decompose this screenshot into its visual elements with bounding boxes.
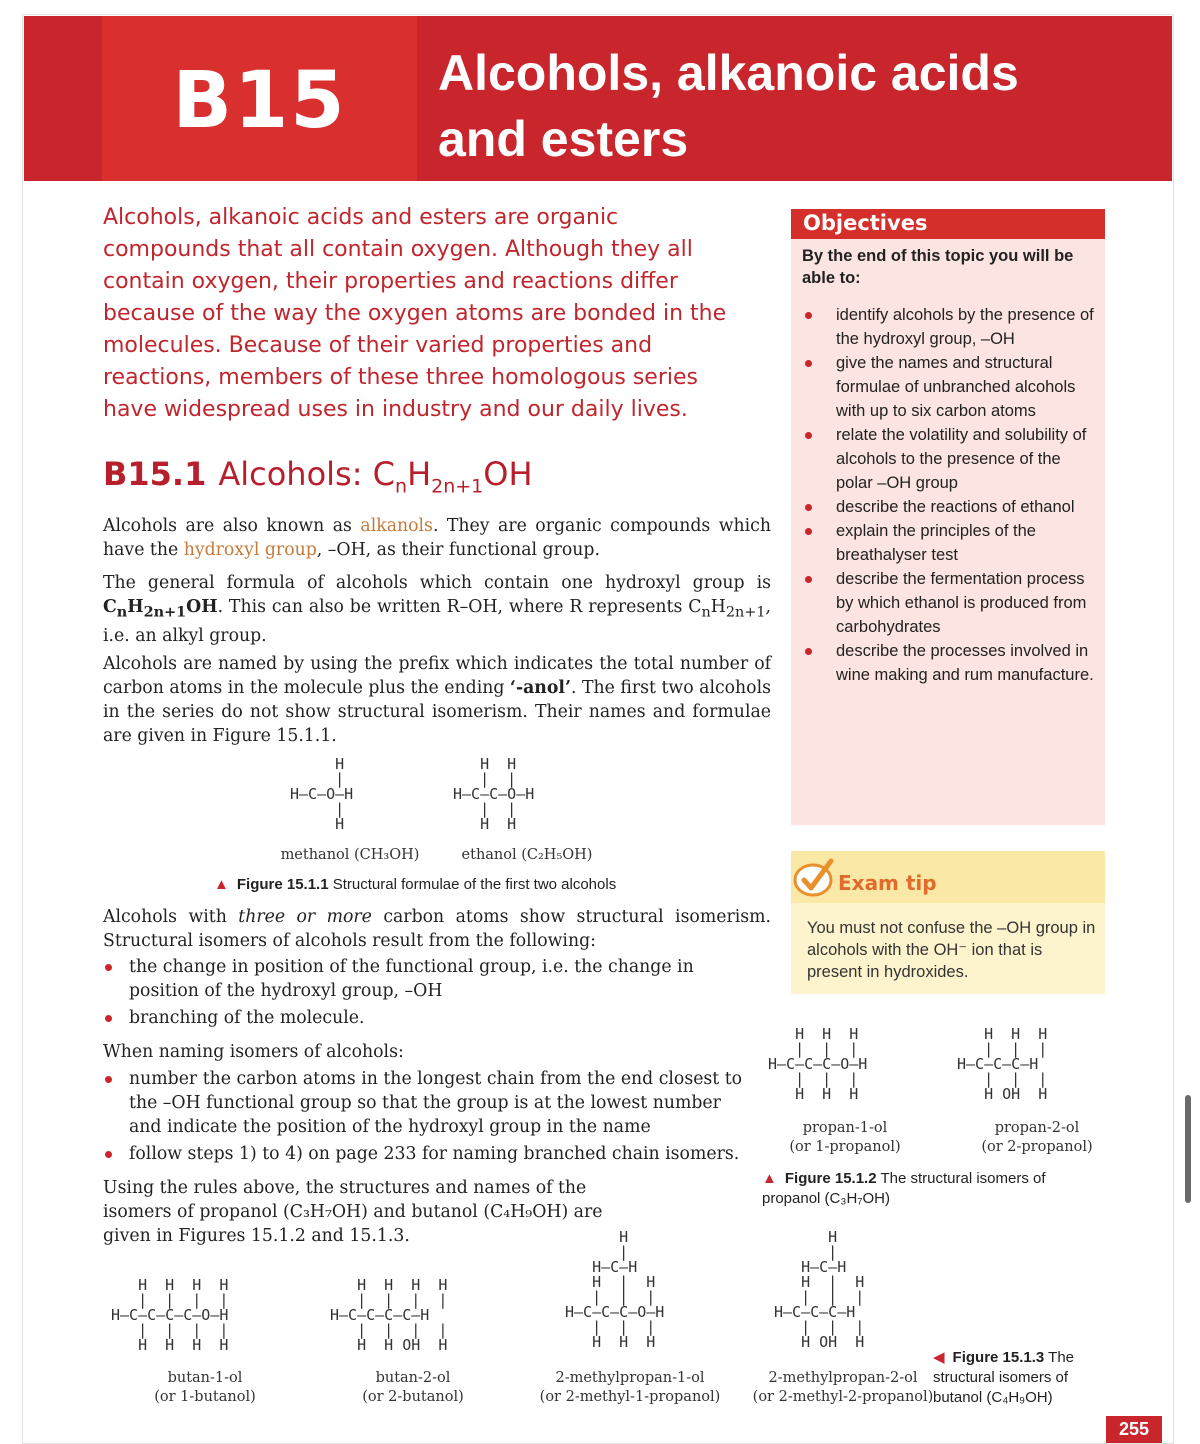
list-item: describe the processes involved in wine making and rum manufacture. bbox=[803, 639, 1098, 687]
objectives-list bbox=[803, 303, 1098, 687]
2-methylpropan-1-ol-label: 2-methylpropan-1-ol (or 2-methyl-1-propanol) bbox=[539, 1370, 721, 1405]
2-methylpropan-1-ol-structure: H | H—C—H H | H | | | H—C—C—C—O—H | | | H H H bbox=[565, 1228, 665, 1351]
paragraph-naming: Alcohols are named by using the prefix which indicates the total number of carbon atoms in the molecule plus the ending ‘-anol’. The first two alcohols in the series do not show structural isomerism. Their names and formulae are given in Figure 15.1.1. bbox=[103, 654, 771, 746]
objectives-header: Objectives bbox=[791, 209, 1105, 239]
list-item: identify alcohols by the presence of the hydroxyl group, –OH bbox=[803, 303, 1098, 351]
objectives-intro: By the end of this topic you will be able to: bbox=[802, 247, 1074, 287]
methanol-structure: H | H—C—O—H | H bbox=[290, 755, 354, 833]
caption-triangle-icon: ▲ bbox=[762, 1170, 777, 1187]
propan-2-ol-structure: H H H | | | H—C—C—C—H | | | H OH H bbox=[957, 1025, 1048, 1103]
exam-tip-header bbox=[791, 851, 1105, 903]
propan-1-ol-label: propan-1-ol (or 1-propanol) bbox=[789, 1120, 901, 1155]
page-number: 255 bbox=[1106, 1416, 1162, 1443]
figure-15-1-1-caption: ▲ Figure 15.1.1 Structural formulae of the first two alcohols bbox=[214, 876, 617, 893]
paragraph-general-formula: The general formula of alcohols which contain one hydroxyl group is $C_nH_{2n+1}OH$. This can also be written R–OH, where R represents $C_nH_{2n+1}$, i.e. an alkyl group. bbox=[103, 573, 771, 647]
figure-15-1-3-caption: ◀ Figure 15.1.3 The structural isomers of butanol (C₄H₉OH) bbox=[933, 1349, 1075, 1406]
key-term-alkanols: alkanols bbox=[360, 516, 433, 536]
butan-1-ol-label: butan-1-ol (or 1-butanol) bbox=[154, 1370, 256, 1405]
chapter-code: B15 bbox=[172, 56, 347, 146]
butan-2-ol-structure: H H H H | | | | H—C—C—C—C—H | | | | H H OH H bbox=[330, 1276, 448, 1354]
naming-rules-list bbox=[103, 1067, 743, 1169]
methanol-label: methanol (CH₃OH) bbox=[280, 847, 420, 863]
key-term-hydroxyl: hydroxyl group bbox=[183, 540, 317, 560]
list-item: the change in position of the functional group, i.e. the change in position of the hydroxyl group, –OH bbox=[103, 955, 723, 1003]
paragraph-isomers-intro: Using the rules above, the structures and names of the isomers of propanol (C₃H₇OH) and butanol (C₄H₉OH) are given in Figures 15.1.2 and 15.1.3. bbox=[103, 1178, 603, 1246]
propan-2-ol-label: propan-2-ol (or 2-propanol) bbox=[981, 1120, 1093, 1155]
intro-paragraph: Alcohols, alkanoic acids and esters are organic compounds that all contain oxygen. Although they all contain oxygen, their properties and reactions differ because of the way the oxygen atoms are bonded in the molecules. Because of their varied properties and reactions, members of these three homologous series have widespread uses in industry and our daily lives. bbox=[103, 205, 727, 422]
paragraph-alkanols: Alcohols are also known as alkanols. They are organic compounds which have the hydroxyl group, –OH, as their functional group. bbox=[103, 516, 771, 560]
list-item: give the names and structural formulae of unbranched alcohols with up to six carbon atoms bbox=[803, 351, 1098, 423]
figure-15-1-2-caption: ▲ Figure 15.1.2 The structural isomers of propanol (C₃H₇OH) bbox=[762, 1170, 1046, 1207]
checkmark-icon bbox=[793, 855, 837, 899]
2-methylpropan-2-ol-label: 2-methylpropan-2-ol (or 2-methyl-2-propanol) bbox=[752, 1370, 934, 1405]
section-title: Alcohols: $C_nH_{2n+1}OH$ bbox=[218, 455, 533, 498]
list-item: number the carbon atoms in the longest chain from the end closest to the –OH functional group so that the group is at the lowest number and indicate the position of the hydroxyl group in the name bbox=[103, 1067, 743, 1139]
ethanol-label: ethanol (C₂H₅OH) bbox=[461, 847, 593, 863]
exam-tip-title: Exam tip bbox=[838, 871, 937, 895]
paragraph-isomerism: Alcohols with three or more carbon atoms show structural isomerism. Structural isomers of alcohols result from the following: bbox=[103, 907, 771, 951]
chapter-title-line2: and esters bbox=[438, 111, 689, 167]
propan-1-ol-structure: H H H | | | H—C—C—C—O—H | | | H H H bbox=[768, 1025, 868, 1103]
butan-2-ol-label: butan-2-ol (or 2-butanol) bbox=[362, 1370, 464, 1405]
section-heading bbox=[103, 455, 533, 497]
2-methylpropan-2-ol-structure: H | H—C—H H | H | | | H—C—C—C—H | | | H OH H bbox=[774, 1228, 865, 1351]
list-item: describe the reactions of ethanol bbox=[803, 495, 1098, 519]
section-number: B15.1 bbox=[103, 455, 207, 493]
naming-intro: When naming isomers of alcohols: bbox=[103, 1042, 404, 1062]
list-item: follow steps 1) to 4) on page 233 for naming branched chain isomers. bbox=[103, 1142, 743, 1166]
list-item: describe the fermentation process by which ethanol is produced from carbohydrates bbox=[803, 567, 1098, 639]
list-item: branching of the molecule. bbox=[103, 1006, 723, 1030]
isomer-causes-list bbox=[103, 955, 723, 1033]
ethanol-structure: H H | | H—C—C—O—H | | H H bbox=[453, 755, 535, 833]
chapter-code-box bbox=[102, 16, 417, 181]
list-item: explain the principles of the breathalyser test bbox=[803, 519, 1098, 567]
butan-1-ol-structure: H H H H | | | | H—C—C—C—C—O—H | | | | H H H H bbox=[111, 1276, 229, 1354]
caption-triangle-icon: ▲ bbox=[214, 876, 229, 893]
exam-tip-text: You must not confuse the –OH group in alcohols with the OH⁻ ion that is present in hydroxides. bbox=[807, 919, 1096, 981]
caption-triangle-icon: ◀ bbox=[933, 1349, 945, 1366]
list-item: relate the volatility and solubility of alcohols to the presence of the polar –OH group bbox=[803, 423, 1098, 495]
exam-tip-box bbox=[791, 851, 1105, 994]
objectives-panel bbox=[791, 209, 1105, 825]
scrollbar-thumb[interactable] bbox=[1185, 1095, 1191, 1203]
chapter-title-line1: Alcohols, alkanoic acids bbox=[438, 45, 1019, 101]
